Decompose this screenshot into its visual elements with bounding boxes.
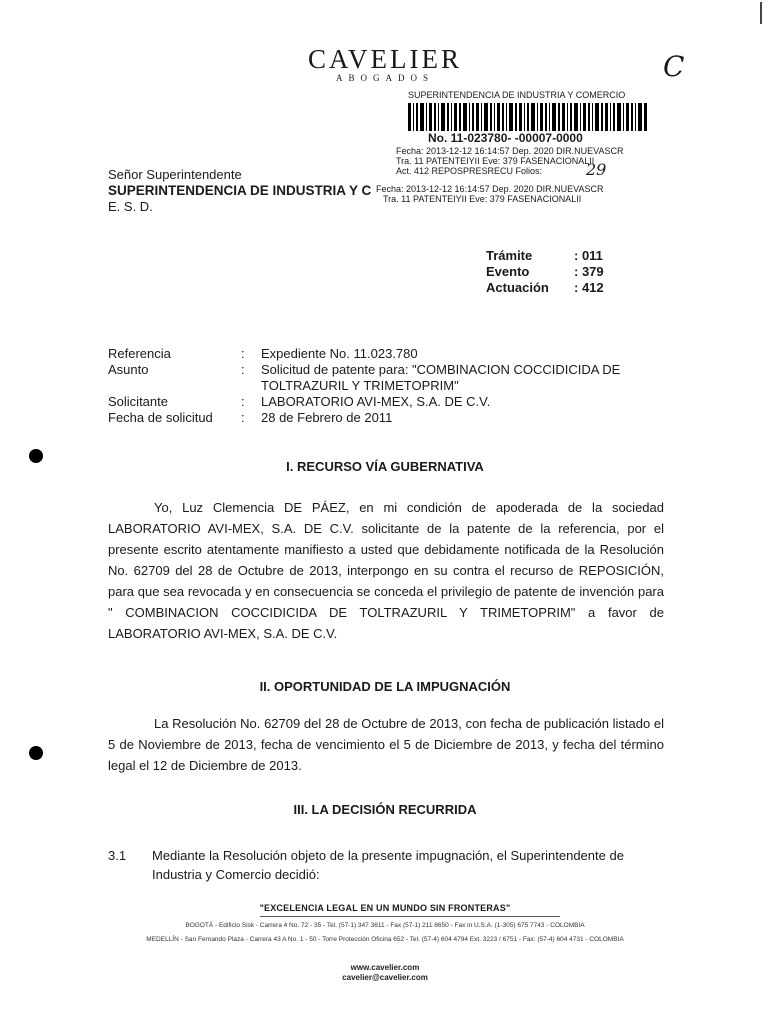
actuacion-value: : 412: [574, 280, 604, 295]
footer-medellin-address: MEDELLÍN - San Fernando Plaza - Carrera 43 A No. 1 - 50 - Torre Protección Oficina 652 - Tel. (57-4) 604 4794 Ext. 3223 / 6751 - Fax: (57-4) 604 4731 - COLOMBIA: [146, 936, 624, 943]
firm-logo: CAVELIER: [307, 44, 462, 74]
applicant-row: [108, 394, 668, 410]
addressee-esd: E. S. D.: [108, 199, 153, 214]
section-2-body: La Resolución No. 62709 del 28 de Octubre de 2013, con fecha de publicación listado el 5 de Noviembre de 2013, fecha de vencimiento el 5 de Diciembre de 2013, y fecha del término legal el 12 de Diciembre de 2013.: [108, 716, 664, 773]
binder-hole: [29, 746, 43, 760]
evento-row: [486, 264, 604, 280]
stamp-line-1: Fecha: 2013-12-12 16:14:57 Dep. 2020 DIR.NUEVASCR: [396, 146, 624, 156]
evento-value: : 379: [574, 264, 604, 279]
tramite-label: Trámite: [486, 248, 533, 263]
subject-row: [108, 362, 668, 394]
footer-divider: [260, 916, 560, 917]
barcode: [408, 103, 648, 131]
application-date-colon: :: [241, 410, 245, 425]
item-number: 3.1: [108, 848, 127, 863]
application-date-label: Fecha de solicitud: [108, 410, 213, 425]
footer-slogan: "EXCELENCIA LEGAL EN UN MUNDO SIN FRONTERAS": [259, 903, 511, 913]
reference-row: [108, 346, 668, 362]
filing-number: No. 11-023780- -00007-0000: [428, 131, 583, 145]
actuacion-row: [486, 280, 604, 296]
reference-block: [108, 346, 668, 426]
section-3-title: III. LA DECISIÓN RECURRIDA: [293, 802, 477, 817]
stamp-line-3: Act. 412 REPOSPRESRECU Folios:: [396, 166, 543, 176]
section-1-title: I. RECURSO VÍA GUBERNATIVA: [286, 459, 484, 474]
application-date-row: [108, 410, 668, 426]
stamp-overlay-2: Tra. 11 PATENTEIYII Eve: 379 FASENACIONALII: [383, 194, 582, 204]
reference-label: Referencia: [108, 346, 171, 361]
firm-subtitle: ABOGADOS: [335, 73, 434, 83]
handwritten-folio: 29: [586, 160, 607, 179]
evento-label: Evento: [486, 264, 530, 279]
reference-colon: :: [241, 346, 245, 361]
subject-label: Asunto: [108, 362, 149, 377]
tramite-row: [486, 248, 604, 264]
subject-value: Solicitud de patente para: "COMBINACION COCCIDICIDA DE TOLTRAZURIL Y TRIMETOPRIM": [261, 362, 621, 393]
tramite-block: [486, 248, 604, 296]
application-date-value: 28 de Febrero de 2011: [261, 410, 393, 425]
addressee-salutation: Señor Superintendente: [108, 167, 242, 182]
applicant-label: Solicitante: [108, 394, 168, 409]
footer-bogota-address: BOGOTÁ - Edificio Sisk - Carrera 4 No. 72 - 35 - Tel. (57-1) 347 3611 - Fax (57-1) 211 8650 - Fax in U.S.A. (1-305) 675 7743 - COLOMBIA: [185, 922, 585, 929]
item-text: Mediante la Resolución objeto de la presente impugnación, el Superintendente de Industria y Comercio decidió:: [152, 848, 624, 882]
addressee-entity: SUPERINTENDENCIA DE INDUSTRIA Y C: [108, 183, 372, 198]
section-3-item: [108, 846, 664, 884]
tramite-value: : 011: [574, 248, 603, 263]
actuacion-label: Actuación: [486, 280, 549, 295]
applicant-value: LABORATORIO AVI-MEX, S.A. DE C.V.: [261, 394, 491, 409]
reference-value: Expediente No. 11.023.780: [261, 346, 418, 361]
section-1-body: Yo, Luz Clemencia DE PÁEZ, en mi condición de apoderada de la sociedad LABORATORIO AVI-MEX, S.A. DE C.V. solicitante de la patente de la referencia, por el presente escrito atentamente manifiesto a usted que debidamente notificada de la Resolución No. 62709 del 28 de Octubre de 2013, interpongo en su contra el recurso de REPOSICIÓN, para que sea revocada y en consecuencia se conceda el privilegio de patente de invención para " COMBINACION COCCIDICIDA DE TOLTRAZURIL Y TRIMETOPRIM" a favor de LABORATORIO AVI-MEX, S.A. DE C.V.: [108, 500, 664, 641]
stamp-overlay-1: Fecha: 2013-12-12 16:14:57 Dep. 2020 DIR.NUEVASCR: [376, 184, 604, 194]
footer-email: cavelier@cavelier.com: [342, 973, 428, 982]
subject-colon: :: [241, 362, 245, 377]
handwritten-mark: C: [663, 50, 685, 83]
applicant-colon: :: [241, 394, 245, 409]
footer-website: www.cavelier.com: [350, 963, 420, 972]
page-edge-mark: [760, 2, 762, 24]
stamp-line-2: Tra. 11 PATENTEIYII Eve: 379 FASENACIONALII: [396, 156, 595, 166]
section-2-title: II. OPORTUNIDAD DE LA IMPUGNACIÓN: [259, 679, 511, 694]
stamp-entity: SUPERINTENDENCIA DE INDUSTRIA Y COMERCIO: [408, 90, 626, 100]
